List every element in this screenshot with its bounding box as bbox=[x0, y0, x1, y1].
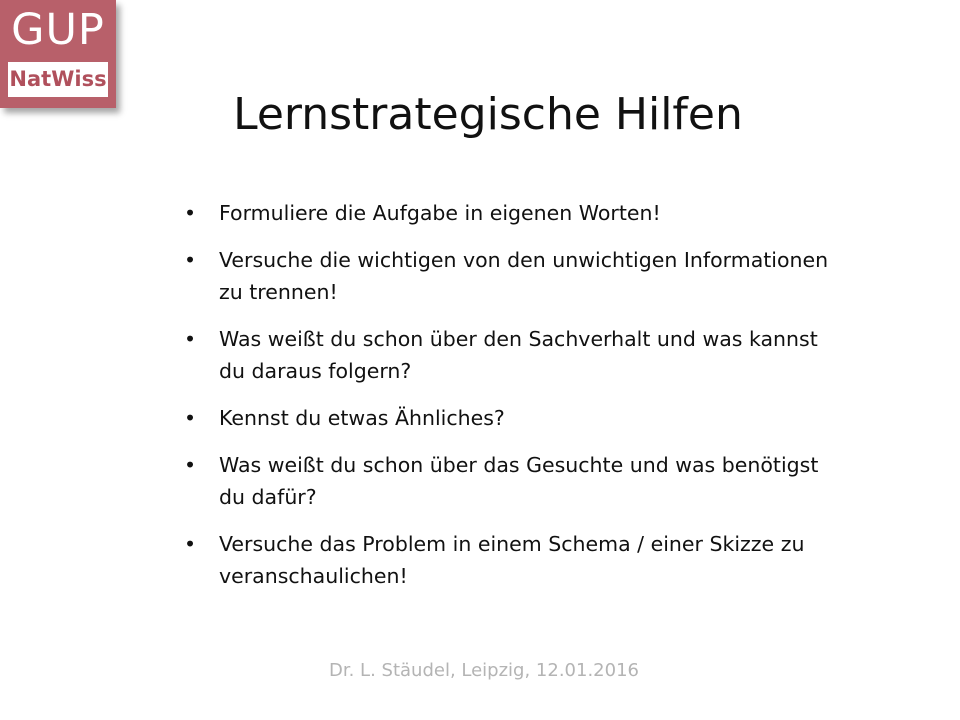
slide-footer: Dr. L. Stäudel, Leipzig, 12.01.2016 bbox=[329, 660, 639, 681]
bullet-list bbox=[184, 197, 834, 607]
bullet-item: • Kennst du etwas Ähnliches? bbox=[184, 402, 834, 434]
logo-bottom-text: NatWiss bbox=[8, 62, 108, 97]
bullet-item: • Was weißt du schon über den Sachverhalt und was kannst du daraus folgern? bbox=[184, 323, 834, 387]
bullet-item: • Formuliere die Aufgabe in eigenen Worten! bbox=[184, 197, 834, 229]
bullet-item: • Versuche das Problem in einem Schema / einer Skizze zu veranschaulichen! bbox=[184, 528, 834, 592]
slide-title: Lernstrategische Hilfen bbox=[233, 89, 743, 140]
logo-top-text: GUP bbox=[11, 5, 105, 55]
bullet-item: • Was weißt du schon über das Gesuchte und was benötigst du dafür? bbox=[184, 449, 834, 513]
bullet-item: • Versuche die wichtigen von den unwichtigen Informationen zu trennen! bbox=[184, 244, 834, 308]
